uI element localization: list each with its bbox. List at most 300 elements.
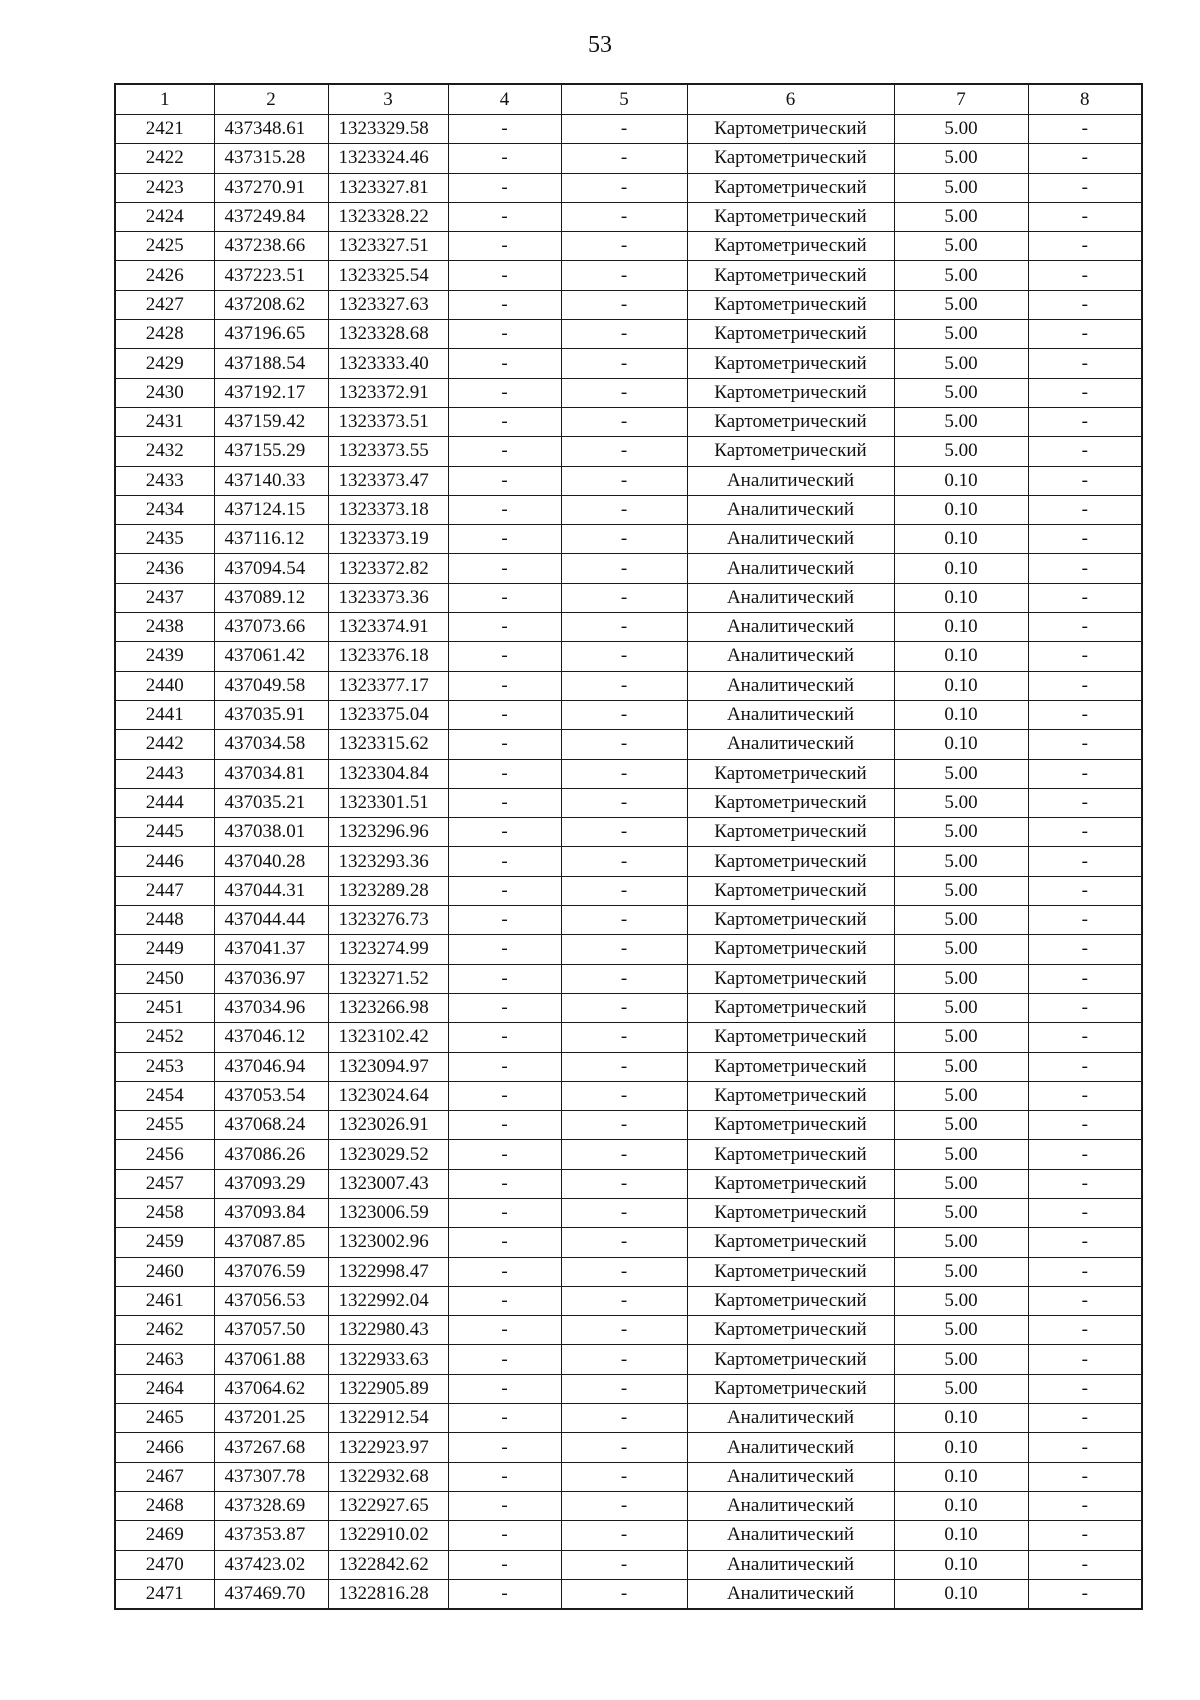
method-cell: Картометрический (687, 202, 894, 231)
col-5-cell: - (561, 583, 687, 612)
point-number-cell: 2457 (115, 1169, 214, 1198)
col-8-cell: - (1028, 261, 1142, 290)
point-number-cell: 2421 (115, 115, 214, 144)
method-cell: Картометрический (687, 437, 894, 466)
point-number-cell: 2442 (115, 730, 214, 759)
accuracy-cell: 5.00 (894, 1023, 1028, 1052)
col-8-cell: - (1028, 144, 1142, 173)
col-4-cell: - (448, 613, 561, 642)
accuracy-cell: 0.10 (894, 583, 1028, 612)
col-8-cell: - (1028, 1404, 1142, 1433)
point-number-cell: 2430 (115, 378, 214, 407)
header-row (115, 84, 1142, 115)
method-cell: Картометрический (687, 1023, 894, 1052)
coord-y-cell: 1323329.58 (328, 115, 448, 144)
col-5-cell: - (561, 1140, 687, 1169)
accuracy-cell: 0.10 (894, 1404, 1028, 1433)
accuracy-cell: 5.00 (894, 173, 1028, 202)
method-cell: Аналитический (687, 730, 894, 759)
coord-x-cell: 437348.61 (214, 115, 328, 144)
col-8-cell: - (1028, 935, 1142, 964)
table-row (115, 1316, 1142, 1345)
coord-y-cell: 1323327.51 (328, 232, 448, 261)
col-8-cell: - (1028, 964, 1142, 993)
method-cell: Картометрический (687, 173, 894, 202)
accuracy-cell: 5.00 (894, 407, 1028, 436)
col-4-cell: - (448, 1023, 561, 1052)
col-5-cell: - (561, 759, 687, 788)
coordinates-table (114, 83, 1143, 1610)
point-number-cell: 2445 (115, 818, 214, 847)
col-4-cell: - (448, 437, 561, 466)
method-cell: Аналитический (687, 1521, 894, 1550)
col-8-cell: - (1028, 906, 1142, 935)
method-cell: Картометрический (687, 1228, 894, 1257)
table-row (115, 1140, 1142, 1169)
col-4-cell: - (448, 407, 561, 436)
method-cell: Картометрический (687, 788, 894, 817)
coord-y-cell: 1323324.46 (328, 144, 448, 173)
col-8-cell: - (1028, 378, 1142, 407)
col-8-cell: - (1028, 788, 1142, 817)
coord-x-cell: 437044.31 (214, 876, 328, 905)
method-cell: Картометрический (687, 1081, 894, 1110)
col-4-cell: - (448, 1374, 561, 1403)
coord-y-cell: 1323301.51 (328, 788, 448, 817)
coord-y-cell: 1323002.96 (328, 1228, 448, 1257)
method-cell: Картометрический (687, 993, 894, 1022)
column-header: 6 (687, 84, 894, 115)
coord-x-cell: 437093.29 (214, 1169, 328, 1198)
col-5-cell: - (561, 613, 687, 642)
point-number-cell: 2449 (115, 935, 214, 964)
col-5-cell: - (561, 144, 687, 173)
table-row (115, 1345, 1142, 1374)
col-8-cell: - (1028, 1316, 1142, 1345)
col-4-cell: - (448, 495, 561, 524)
point-number-cell: 2446 (115, 847, 214, 876)
method-cell: Аналитический (687, 1404, 894, 1433)
col-4-cell: - (448, 1579, 561, 1609)
col-8-cell: - (1028, 1550, 1142, 1579)
method-cell: Картометрический (687, 935, 894, 964)
point-number-cell: 2459 (115, 1228, 214, 1257)
accuracy-cell: 0.10 (894, 495, 1028, 524)
method-cell: Картометрический (687, 1052, 894, 1081)
coord-x-cell: 437061.88 (214, 1345, 328, 1374)
col-8-cell: - (1028, 1374, 1142, 1403)
point-number-cell: 2454 (115, 1081, 214, 1110)
table-row (115, 876, 1142, 905)
coord-x-cell: 437469.70 (214, 1579, 328, 1609)
accuracy-cell: 5.00 (894, 759, 1028, 788)
col-4-cell: - (448, 1345, 561, 1374)
col-4-cell: - (448, 1316, 561, 1345)
coord-y-cell: 1323026.91 (328, 1111, 448, 1140)
coord-x-cell: 437124.15 (214, 495, 328, 524)
col-5-cell: - (561, 1433, 687, 1462)
col-4-cell: - (448, 964, 561, 993)
accuracy-cell: 5.00 (894, 320, 1028, 349)
accuracy-cell: 5.00 (894, 261, 1028, 290)
method-cell: Картометрический (687, 847, 894, 876)
point-number-cell: 2466 (115, 1433, 214, 1462)
col-8-cell: - (1028, 642, 1142, 671)
col-5-cell: - (561, 964, 687, 993)
col-4-cell: - (448, 525, 561, 554)
method-cell: Картометрический (687, 1345, 894, 1374)
col-5-cell: - (561, 1316, 687, 1345)
accuracy-cell: 5.00 (894, 349, 1028, 378)
col-5-cell: - (561, 1345, 687, 1374)
coord-x-cell: 437249.84 (214, 202, 328, 231)
table-row (115, 730, 1142, 759)
coord-y-cell: 1322816.28 (328, 1579, 448, 1609)
coord-x-cell: 437057.50 (214, 1316, 328, 1345)
coord-x-cell: 437087.85 (214, 1228, 328, 1257)
point-number-cell: 2434 (115, 495, 214, 524)
table-row (115, 583, 1142, 612)
table-row (115, 202, 1142, 231)
coord-y-cell: 1323373.51 (328, 407, 448, 436)
col-5-cell: - (561, 173, 687, 202)
col-4-cell: - (448, 759, 561, 788)
accuracy-cell: 5.00 (894, 1140, 1028, 1169)
coord-y-cell: 1323372.91 (328, 378, 448, 407)
col-8-cell: - (1028, 1345, 1142, 1374)
coord-x-cell: 437064.62 (214, 1374, 328, 1403)
col-4-cell: - (448, 349, 561, 378)
coord-y-cell: 1323274.99 (328, 935, 448, 964)
coord-x-cell: 437159.42 (214, 407, 328, 436)
col-8-cell: - (1028, 1579, 1142, 1609)
table-row (115, 993, 1142, 1022)
col-4-cell: - (448, 1081, 561, 1110)
col-8-cell: - (1028, 115, 1142, 144)
point-number-cell: 2448 (115, 906, 214, 935)
table-row (115, 261, 1142, 290)
col-4-cell: - (448, 290, 561, 319)
coord-y-cell: 1322927.65 (328, 1491, 448, 1520)
column-header: 7 (894, 84, 1028, 115)
coord-x-cell: 437267.68 (214, 1433, 328, 1462)
col-8-cell: - (1028, 407, 1142, 436)
method-cell: Картометрический (687, 290, 894, 319)
col-4-cell: - (448, 554, 561, 583)
col-5-cell: - (561, 906, 687, 935)
method-cell: Аналитический (687, 1579, 894, 1609)
method-cell: Аналитический (687, 1550, 894, 1579)
coord-y-cell: 1323271.52 (328, 964, 448, 993)
coord-x-cell: 437041.37 (214, 935, 328, 964)
coord-y-cell: 1323325.54 (328, 261, 448, 290)
col-4-cell: - (448, 671, 561, 700)
point-number-cell: 2458 (115, 1198, 214, 1227)
point-number-cell: 2432 (115, 437, 214, 466)
col-8-cell: - (1028, 759, 1142, 788)
col-5-cell: - (561, 115, 687, 144)
method-cell: Картометрический (687, 115, 894, 144)
coord-x-cell: 437046.12 (214, 1023, 328, 1052)
table-row (115, 1052, 1142, 1081)
table-row (115, 320, 1142, 349)
point-number-cell: 2438 (115, 613, 214, 642)
coord-y-cell: 1322912.54 (328, 1404, 448, 1433)
col-8-cell: - (1028, 1140, 1142, 1169)
method-cell: Картометрический (687, 407, 894, 436)
coord-y-cell: 1323266.98 (328, 993, 448, 1022)
col-4-cell: - (448, 818, 561, 847)
col-8-cell: - (1028, 700, 1142, 729)
col-4-cell: - (448, 466, 561, 495)
col-5-cell: - (561, 1491, 687, 1520)
point-number-cell: 2452 (115, 1023, 214, 1052)
accuracy-cell: 5.00 (894, 847, 1028, 876)
point-number-cell: 2436 (115, 554, 214, 583)
accuracy-cell: 0.10 (894, 1521, 1028, 1550)
col-4-cell: - (448, 1052, 561, 1081)
col-5-cell: - (561, 202, 687, 231)
col-5-cell: - (561, 554, 687, 583)
col-5-cell: - (561, 671, 687, 700)
col-8-cell: - (1028, 730, 1142, 759)
point-number-cell: 2453 (115, 1052, 214, 1081)
point-number-cell: 2456 (115, 1140, 214, 1169)
coord-y-cell: 1323373.47 (328, 466, 448, 495)
table-row (115, 788, 1142, 817)
col-5-cell: - (561, 876, 687, 905)
col-5-cell: - (561, 730, 687, 759)
coord-x-cell: 437223.51 (214, 261, 328, 290)
table-row (115, 613, 1142, 642)
method-cell: Картометрический (687, 1140, 894, 1169)
accuracy-cell: 5.00 (894, 232, 1028, 261)
accuracy-cell: 5.00 (894, 202, 1028, 231)
col-8-cell: - (1028, 232, 1142, 261)
table-row (115, 554, 1142, 583)
col-5-cell: - (561, 1462, 687, 1491)
coord-y-cell: 1322933.63 (328, 1345, 448, 1374)
point-number-cell: 2425 (115, 232, 214, 261)
method-cell: Картометрический (687, 759, 894, 788)
col-8-cell: - (1028, 349, 1142, 378)
col-4-cell: - (448, 583, 561, 612)
col-5-cell: - (561, 1550, 687, 1579)
col-8-cell: - (1028, 1521, 1142, 1550)
coord-x-cell: 437086.26 (214, 1140, 328, 1169)
coord-y-cell: 1322923.97 (328, 1433, 448, 1462)
coord-y-cell: 1323373.55 (328, 437, 448, 466)
coord-y-cell: 1322910.02 (328, 1521, 448, 1550)
col-4-cell: - (448, 1198, 561, 1227)
coord-y-cell: 1322842.62 (328, 1550, 448, 1579)
col-4-cell: - (448, 642, 561, 671)
table-row (115, 378, 1142, 407)
col-4-cell: - (448, 1521, 561, 1550)
coord-y-cell: 1323373.36 (328, 583, 448, 612)
col-4-cell: - (448, 730, 561, 759)
coord-x-cell: 437076.59 (214, 1257, 328, 1286)
accuracy-cell: 5.00 (894, 1257, 1028, 1286)
method-cell: Аналитический (687, 583, 894, 612)
coord-x-cell: 437044.44 (214, 906, 328, 935)
method-cell: Аналитический (687, 554, 894, 583)
col-8-cell: - (1028, 466, 1142, 495)
coord-x-cell: 437315.28 (214, 144, 328, 173)
col-4-cell: - (448, 115, 561, 144)
table-row (115, 1521, 1142, 1550)
col-4-cell: - (448, 1286, 561, 1315)
col-4-cell: - (448, 700, 561, 729)
col-5-cell: - (561, 437, 687, 466)
method-cell: Картометрический (687, 144, 894, 173)
col-8-cell: - (1028, 613, 1142, 642)
accuracy-cell: 0.10 (894, 700, 1028, 729)
coord-x-cell: 437094.54 (214, 554, 328, 583)
coord-y-cell: 1322932.68 (328, 1462, 448, 1491)
col-4-cell: - (448, 320, 561, 349)
accuracy-cell: 0.10 (894, 525, 1028, 554)
method-cell: Аналитический (687, 700, 894, 729)
table-row (115, 1404, 1142, 1433)
point-number-cell: 2423 (115, 173, 214, 202)
accuracy-cell: 5.00 (894, 1286, 1028, 1315)
col-4-cell: - (448, 993, 561, 1022)
table-row (115, 964, 1142, 993)
coord-y-cell: 1322998.47 (328, 1257, 448, 1286)
col-4-cell: - (448, 935, 561, 964)
col-4-cell: - (448, 1433, 561, 1462)
col-8-cell: - (1028, 525, 1142, 554)
col-5-cell: - (561, 1052, 687, 1081)
col-5-cell: - (561, 1111, 687, 1140)
point-number-cell: 2465 (115, 1404, 214, 1433)
col-5-cell: - (561, 1404, 687, 1433)
accuracy-cell: 5.00 (894, 1169, 1028, 1198)
accuracy-cell: 5.00 (894, 935, 1028, 964)
table-row (115, 144, 1142, 173)
coord-y-cell: 1322992.04 (328, 1286, 448, 1315)
coord-y-cell: 1323373.18 (328, 495, 448, 524)
coord-y-cell: 1323333.40 (328, 349, 448, 378)
col-5-cell: - (561, 935, 687, 964)
col-8-cell: - (1028, 554, 1142, 583)
accuracy-cell: 5.00 (894, 1081, 1028, 1110)
table-row (115, 818, 1142, 847)
coord-y-cell: 1323296.96 (328, 818, 448, 847)
table-row (115, 407, 1142, 436)
coord-y-cell: 1323007.43 (328, 1169, 448, 1198)
method-cell: Картометрический (687, 1374, 894, 1403)
col-4-cell: - (448, 876, 561, 905)
accuracy-cell: 5.00 (894, 115, 1028, 144)
coord-y-cell: 1323304.84 (328, 759, 448, 788)
accuracy-cell: 5.00 (894, 1374, 1028, 1403)
col-8-cell: - (1028, 1198, 1142, 1227)
table-row (115, 935, 1142, 964)
column-header: 1 (115, 84, 214, 115)
coord-y-cell: 1323327.81 (328, 173, 448, 202)
col-4-cell: - (448, 1462, 561, 1491)
coord-x-cell: 437238.66 (214, 232, 328, 261)
col-4-cell: - (448, 232, 561, 261)
point-number-cell: 2440 (115, 671, 214, 700)
point-number-cell: 2441 (115, 700, 214, 729)
column-header: 5 (561, 84, 687, 115)
point-number-cell: 2463 (115, 1345, 214, 1374)
point-number-cell: 2424 (115, 202, 214, 231)
column-header: 3 (328, 84, 448, 115)
col-4-cell: - (448, 144, 561, 173)
coord-y-cell: 1323024.64 (328, 1081, 448, 1110)
coord-y-cell: 1323376.18 (328, 642, 448, 671)
col-5-cell: - (561, 1228, 687, 1257)
coord-x-cell: 437140.33 (214, 466, 328, 495)
coord-x-cell: 437061.42 (214, 642, 328, 671)
col-5-cell: - (561, 407, 687, 436)
col-5-cell: - (561, 232, 687, 261)
coord-x-cell: 437034.58 (214, 730, 328, 759)
table-row (115, 1257, 1142, 1286)
accuracy-cell: 5.00 (894, 964, 1028, 993)
table-row (115, 437, 1142, 466)
accuracy-cell: 5.00 (894, 1316, 1028, 1345)
coord-y-cell: 1323372.82 (328, 554, 448, 583)
table-row (115, 495, 1142, 524)
col-8-cell: - (1028, 993, 1142, 1022)
accuracy-cell: 0.10 (894, 671, 1028, 700)
point-number-cell: 2469 (115, 1521, 214, 1550)
accuracy-cell: 5.00 (894, 378, 1028, 407)
coord-x-cell: 437155.29 (214, 437, 328, 466)
table-row (115, 232, 1142, 261)
point-number-cell: 2471 (115, 1579, 214, 1609)
accuracy-cell: 0.10 (894, 466, 1028, 495)
column-header: 4 (448, 84, 561, 115)
col-4-cell: - (448, 173, 561, 202)
table-row (115, 1374, 1142, 1403)
table-row (115, 1286, 1142, 1315)
method-cell: Картометрический (687, 876, 894, 905)
col-5-cell: - (561, 788, 687, 817)
coord-y-cell: 1322905.89 (328, 1374, 448, 1403)
method-cell: Картометрический (687, 261, 894, 290)
point-number-cell: 2422 (115, 144, 214, 173)
coord-y-cell: 1323029.52 (328, 1140, 448, 1169)
coord-y-cell: 1323377.17 (328, 671, 448, 700)
coord-x-cell: 437056.53 (214, 1286, 328, 1315)
col-8-cell: - (1028, 320, 1142, 349)
coord-x-cell: 437116.12 (214, 525, 328, 554)
col-8-cell: - (1028, 1462, 1142, 1491)
table-row (115, 847, 1142, 876)
method-cell: Картометрический (687, 1316, 894, 1345)
coord-y-cell: 1323006.59 (328, 1198, 448, 1227)
table-row (115, 1462, 1142, 1491)
method-cell: Аналитический (687, 613, 894, 642)
coord-y-cell: 1323328.22 (328, 202, 448, 231)
col-5-cell: - (561, 261, 687, 290)
col-8-cell: - (1028, 1228, 1142, 1257)
table-row (115, 1111, 1142, 1140)
accuracy-cell: 5.00 (894, 1198, 1028, 1227)
point-number-cell: 2433 (115, 466, 214, 495)
coord-y-cell: 1322980.43 (328, 1316, 448, 1345)
coord-x-cell: 437208.62 (214, 290, 328, 319)
col-5-cell: - (561, 1374, 687, 1403)
accuracy-cell: 5.00 (894, 1052, 1028, 1081)
table-row (115, 1433, 1142, 1462)
